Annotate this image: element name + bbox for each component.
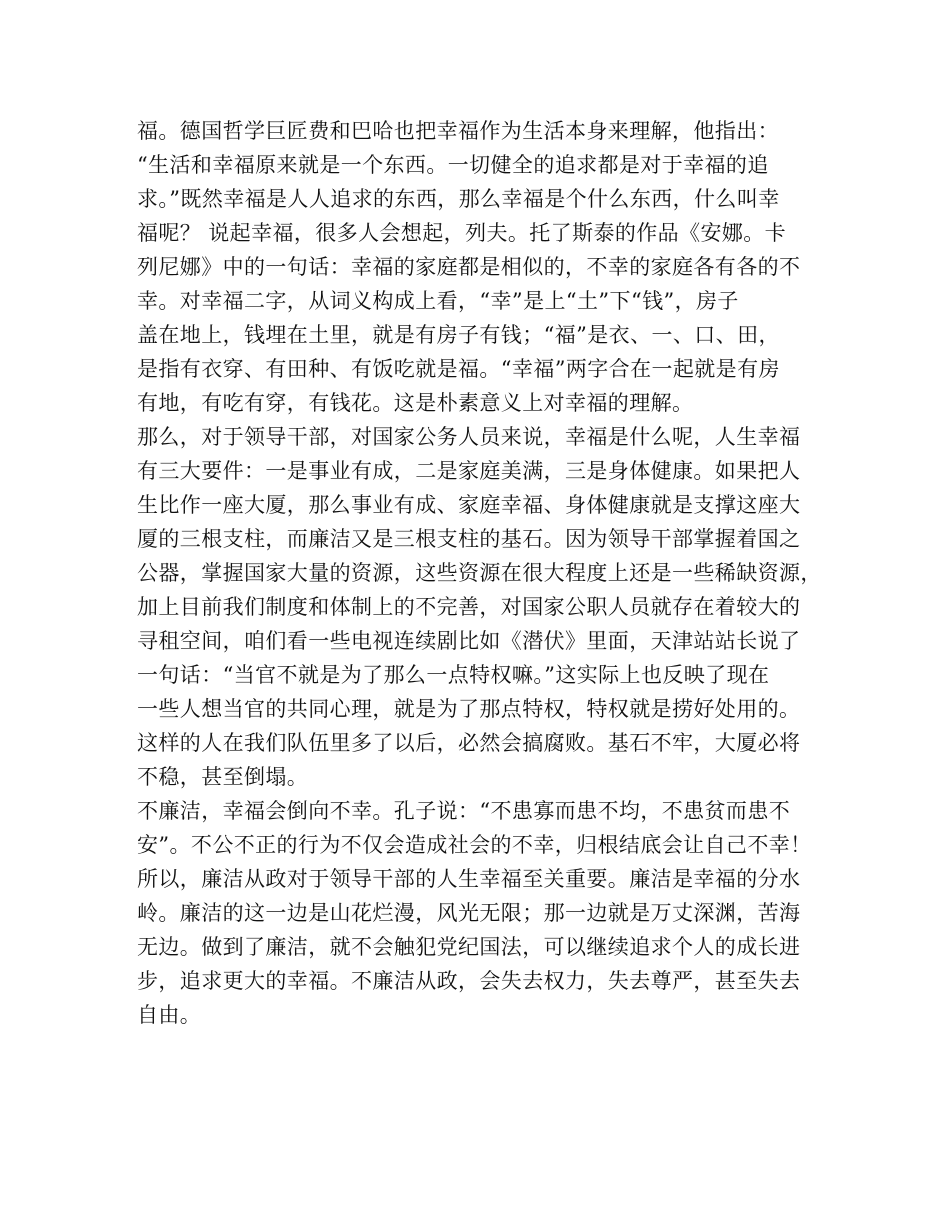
text-line: 这样的人在我们队伍里多了以后，必然会搞腐败。基石不牢，大厦必将 bbox=[137, 731, 801, 755]
text-line: 是指有衣穿、有田种、有饭吃就是福。“幸福”两字合在一起就是有房 bbox=[137, 357, 780, 381]
text-line: 自由。 bbox=[137, 1003, 202, 1027]
text-line: 福呢？ 说起幸福，很多人会想起，列夫。托了斯泰的作品《安娜。卡 bbox=[137, 221, 787, 245]
text-line: 生比作一座大厦，那么事业有成、家庭幸福、身体健康就是支撑这座大 bbox=[137, 493, 801, 517]
text-line: 一些人想当官的共同心理，就是为了那点特权，特权就是捞好处用的。 bbox=[137, 697, 801, 721]
text-line: 盖在地上，钱埋在土里，就是有房子有钱；“福”是衣、一、口、田， bbox=[137, 323, 780, 347]
text-line: 不稳，甚至倒塌。 bbox=[137, 765, 309, 789]
text-line: 安”。不公不正的行为不仅会造成社会的不幸，归根结底会让自己不幸！ bbox=[137, 833, 812, 857]
text-line: 一句话：“当官不就是为了那么一点特权嘛。”这实际上也反映了现在 bbox=[137, 663, 770, 687]
text-line: 所以，廉洁从政对于领导干部的人生幸福至关重要。廉洁是幸福的分水 bbox=[137, 867, 801, 891]
body-text bbox=[137, 114, 827, 1032]
text-line: 加上目前我们制度和体制上的不完善，对国家公职人员就存在着较大的 bbox=[137, 595, 801, 619]
paragraph-2 bbox=[137, 420, 827, 794]
text-line: 寻租空间，咱们看一些电视连续剧比如《潜伏》里面，天津站站长说了 bbox=[137, 629, 801, 653]
text-line: 公器，掌握国家大量的资源，这些资源在很大程度上还是一些稀缺资源， bbox=[137, 561, 822, 585]
text-line: 步，追求更大的幸福。不廉洁从政，会失去权力，失去尊严，甚至失去 bbox=[137, 969, 801, 993]
text-line: 不廉洁，幸福会倒向不幸。孔子说：“不患寡而患不均，不患贫而患不 bbox=[137, 799, 791, 823]
text-line: 幸。对幸福二字，从词义构成上看，“幸”是上“土”下“钱”，房子 bbox=[137, 289, 739, 313]
text-line: 福。德国哲学巨匠费和巴哈也把幸福作为生活本身来理解，他指出： bbox=[137, 119, 779, 143]
text-line: 厦的三根支柱，而廉洁又是三根支柱的基石。因为领导干部掌握着国之 bbox=[137, 527, 801, 551]
text-line: “生活和幸福原来就是一个东西。一切健全的追求都是对于幸福的追 bbox=[137, 153, 769, 177]
paragraph-1 bbox=[137, 114, 827, 420]
text-line: 无边。做到了廉洁，就不会触犯党纪国法，可以继续追求个人的成长进 bbox=[137, 935, 801, 959]
text-line: 那么，对于领导干部，对国家公务人员来说，幸福是什么呢，人生幸福 bbox=[137, 425, 801, 449]
text-line: 有三大要件：一是事业有成，二是家庭美满，三是身体健康。如果把人 bbox=[137, 459, 801, 483]
paragraph-3 bbox=[137, 794, 827, 1032]
text-line: 列尼娜》中的一句话：幸福的家庭都是相似的，不幸的家庭各有各的不 bbox=[137, 255, 801, 279]
text-line: 求。”既然幸福是人人追求的东西，那么幸福是个什么东西，什么叫幸 bbox=[137, 187, 780, 211]
text-line: 岭。廉洁的这一边是山花烂漫，风光无限；那一边就是万丈深渊，苦海 bbox=[137, 901, 801, 925]
text-line: 有地，有吃有穿，有钱花。这是朴素意义上对幸福的理解。 bbox=[137, 391, 694, 415]
